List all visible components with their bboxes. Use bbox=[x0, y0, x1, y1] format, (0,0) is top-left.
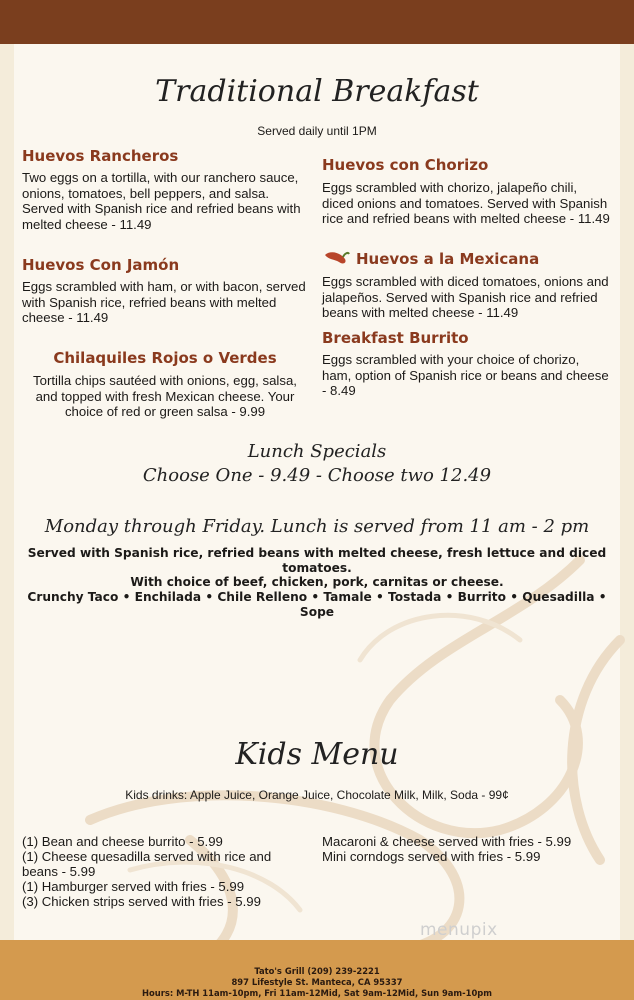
kids-items-left bbox=[22, 834, 284, 909]
lunch-choices: With choice of beef, chicken, pork, carnitas or cheese. bbox=[130, 575, 504, 589]
item-name-breakfast-burrito: Breakfast Burrito bbox=[322, 329, 469, 347]
footer-hours: Hours: M-TH 11am-10pm, Fri 11am-12Mid, Sat 9am-12Mid, Sun 9am-10pm bbox=[141, 988, 493, 998]
footer-address: 897 Lifestyle St. Manteca, CA 95337 bbox=[231, 977, 403, 987]
kids-item: (3) Chicken strips served with fries - 5.99 bbox=[22, 894, 261, 909]
item-desc-huevos-con-jamon: Eggs scrambled with ham, or with bacon, served with Spanish rice, refried beans with melted cheese - 11.49 bbox=[22, 279, 306, 325]
item-desc-huevos-con-chorizo: Eggs scrambled with chorizo, jalapeño chili, diced onions and tomatoes. Served with Spanish rice and refried beans with melted cheese - 11.49 bbox=[322, 180, 610, 226]
lunch-pricing: Choose One - 9.49 - Choose two 12.49 bbox=[142, 465, 492, 486]
item-name-huevos-con-chorizo: Huevos con Chorizo bbox=[322, 156, 489, 174]
lunch-items: Crunchy Taco • Enchilada • Chile Relleno • Tamale • Tostada • Burrito • Quesadilla • Sope bbox=[27, 590, 607, 619]
watermark: menupix bbox=[420, 920, 498, 940]
lunch-sides: Served with Spanish rice, refried beans with melted cheese, fresh lettuce and diced tomatoes. bbox=[27, 546, 607, 575]
item-name-huevos-con-jamon: Huevos Con Jamón bbox=[22, 256, 180, 274]
footer bbox=[0, 940, 634, 1000]
kids-item: Macaroni & cheese served with fries - 5.99 bbox=[322, 834, 572, 849]
lunch-title: Lunch Specials bbox=[247, 441, 387, 462]
item-desc-chilaquiles: Tortilla chips sautéed with onions, egg, salsa, and topped with fresh Mexican cheese. Your choice of red or green salsa - 9.99 bbox=[33, 373, 297, 419]
lunch-schedule: Monday through Friday. Lunch is served from 11 am - 2 pm bbox=[44, 516, 590, 537]
item-name-chilaquiles: Chilaquiles Rojos o Verdes bbox=[53, 349, 277, 367]
kids-item: (1) Cheese quesadilla served with rice and beans - 5.99 bbox=[22, 849, 272, 879]
kids-item: (1) Hamburger served with fries - 5.99 bbox=[22, 879, 245, 894]
item-name-huevos-a-la-mexicana: Huevos a la Mexicana bbox=[356, 250, 540, 268]
item-desc-breakfast-burrito: Eggs scrambled with your choice of chorizo, ham, option of Spanish rice or beans and cheese - 8.49 bbox=[322, 352, 609, 398]
footer-phone: Tato's Grill (209) 239-2221 bbox=[254, 966, 380, 976]
item-desc-huevos-rancheros: Two eggs on a tortilla, with our ranchero sauce, onions, tomatoes, bell peppers, and salsa. Served with Spanish rice and refried beans with melted cheese - 11.49 bbox=[22, 170, 301, 232]
kids-items-right bbox=[322, 834, 612, 864]
chili-pepper-icon bbox=[322, 248, 350, 268]
kids-title: Kids Menu bbox=[235, 737, 399, 772]
item-name-huevos-rancheros: Huevos Rancheros bbox=[22, 147, 179, 165]
kids-item: Mini corndogs served with fries - 5.99 bbox=[322, 849, 541, 864]
breakfast-subtitle: Served daily until 1PM bbox=[257, 124, 377, 138]
kids-drinks: Kids drinks: Apple Juice, Orange Juice, Chocolate Milk, Milk, Soda - 99¢ bbox=[125, 788, 509, 802]
item-desc-huevos-a-la-mexicana: Eggs scrambled with diced tomatoes, onions and jalapeños. Served with Spanish rice and refried beans with melted cheese - 11.49 bbox=[322, 274, 609, 320]
breakfast-title: Traditional Breakfast bbox=[155, 74, 479, 109]
kids-item: (1) Bean and cheese burrito - 5.99 bbox=[22, 834, 223, 849]
